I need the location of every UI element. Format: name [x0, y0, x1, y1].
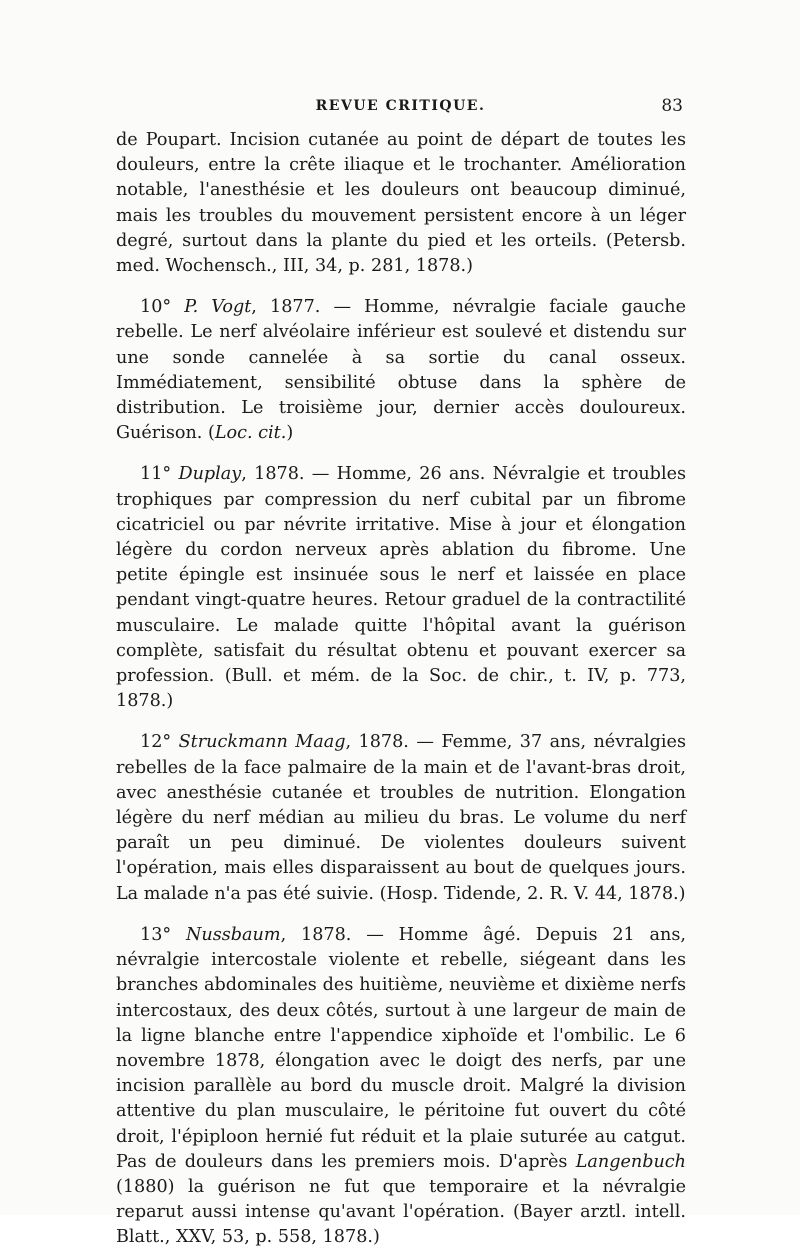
body-text [116, 128, 686, 1251]
entry-author: P. Vogt [184, 297, 252, 318]
entry-continuation [116, 128, 686, 279]
page-header [118, 96, 683, 120]
entry-tail: ) [286, 423, 294, 444]
entry-text: de Poupart. Incision cutanée au point de départ de toutes les douleurs, entre la crête iliaque et le trochanter. Amélioration notable, l'anesthésie et les douleurs ont beaucoup diminué, mais les troubles du mouvement persistent encore à un léger degré, surtout dans la plante du pied et les orteils. (Petersb. med. Wochensch., III, 34, p. 281, 1878.) [116, 130, 686, 277]
running-title: REVUE CRITIQUE. [315, 98, 486, 114]
entry-13 [116, 923, 686, 1251]
entry-10 [116, 295, 686, 446]
entry-11 [116, 462, 686, 714]
entry-text: , 1878. — Homme, 26 ans. Névralgie et troubles trophiques par compression du nerf cubital par un fibrome cicatriciel ou par névrite irritative. Mise à jour et élongation légère du cordon nerveux après ablation du fibrome. Une petite épingle est insinuée sous le nerf et laissée en place pendant vingt-quatre heures. Retour graduel de la contractilité musculaire. Le malade quitte l'hôpital avant la guérison complète, satisfait du résultat obtenu et pouvant exercer sa profession. (Bull. et mém. de la Soc. de chir., t. IV, p. 773, 1878.) [116, 464, 687, 712]
page-number: 83 [661, 96, 683, 116]
entry-author-secondary: Langenbuch [575, 1151, 686, 1172]
entry-number: 12° [140, 732, 179, 753]
entry-12 [116, 730, 686, 906]
entry-author: Duplay [178, 464, 242, 485]
entry-author: Struckmann Maag [178, 732, 346, 753]
entry-number: 10° [140, 297, 185, 318]
entry-citation: Loc. cit. [214, 423, 287, 444]
entry-text-continued: (1880) la guérison ne fut que temporaire et la névralgie reparut aussi intense qu'avant l'opération. (Bayer arztl. intell. Blatt., XXV, 53, p. 558, 1878.) [116, 1176, 686, 1248]
entry-text: , 1878. — Femme, 37 ans, névralgies rebelles de la face palmaire de la main et de l'avant-bras droit, avec anesthésie cutanée et troubles de nutrition. Elongation légère du nerf médian au milieu du bras. Le volume du nerf paraît un peu diminué. De violentes douleurs suivent l'opération, mais elles disparaissent au bout de quelques jours. La malade n'a pas été suivie. (Hosp. Tidende, 2. R. V. 44, 1878.) [116, 732, 687, 904]
entry-author: Nussbaum [186, 924, 281, 945]
entry-number: 13° [140, 924, 187, 945]
entry-text: , 1878. — Homme âgé. Depuis 21 ans, névralgie intercostale violente et rebelle, siégeant dans les branches abdominales des huitième, neuvième et dixième nerfs intercostaux, des deux côtés, surtout à une largeur de main de la ligne blanche entre l'appendice xiphoïde et l'ombilic. Le 6 novembre 1878, élongation avec le doigt des nerfs, par une incision parallèle au bord du muscle droit. Malgré la division attentive du plan musculaire, le péritoine fut ouvert du côté droit, l'épiploon hernié fut réduit et la plaie suturée au catgut. Pas de douleurs dans les premiers mois. D'après [116, 924, 686, 1172]
entry-text: , 1877. — Homme, névralgie faciale gauche rebelle. Le nerf alvéolaire inférieur est soulevé et distendu sur une sonde cannelée à sa sortie du canal osseux. Immédiatement, sensibilité obtuse dans la sphère de distribution. Le troisième jour, dernier accès douloureux. Guérison. ( [116, 297, 686, 444]
entry-number: 11° [140, 464, 179, 485]
